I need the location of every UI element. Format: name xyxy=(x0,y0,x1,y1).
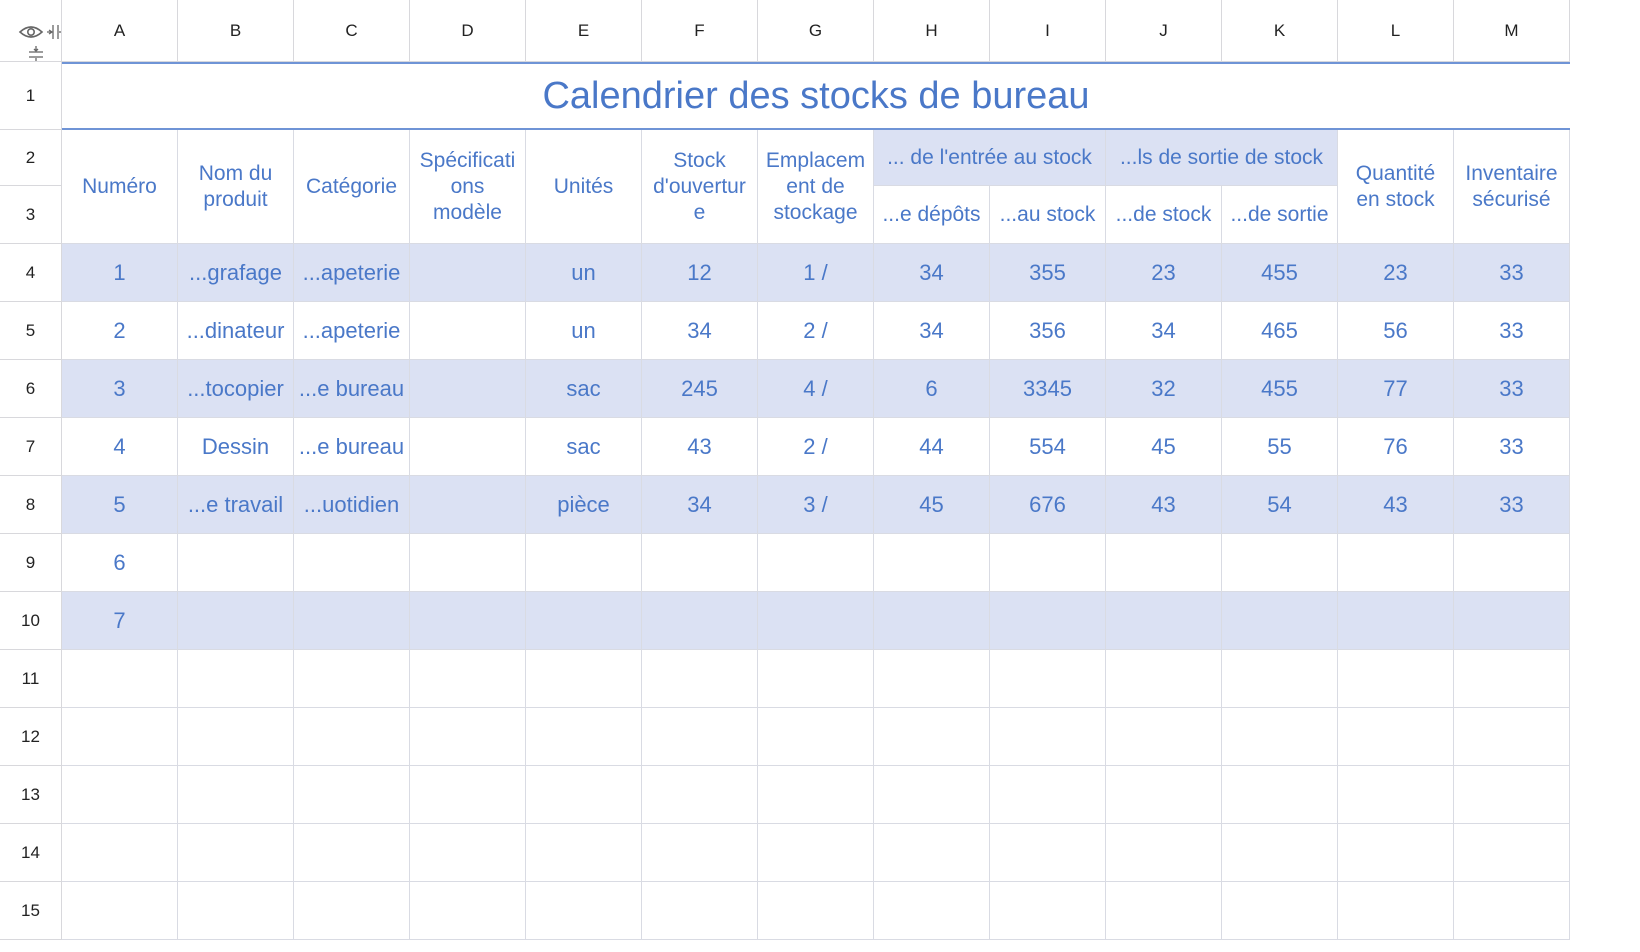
table-cell-d8[interactable] xyxy=(410,476,526,534)
table-cell-c14[interactable] xyxy=(294,824,410,882)
column-header-i[interactable]: I xyxy=(990,0,1106,62)
table-cell-i9[interactable] xyxy=(990,534,1106,592)
column-header-a[interactable]: A xyxy=(62,0,178,62)
table-cell-a6[interactable]: 3 xyxy=(62,360,178,418)
table-cell-f10[interactable] xyxy=(642,592,758,650)
table-cell-c8[interactable]: ...uotidien xyxy=(294,476,410,534)
row-header-7[interactable]: 7 xyxy=(0,418,62,476)
table-cell-h10[interactable] xyxy=(874,592,990,650)
table-cell-i5[interactable]: 356 xyxy=(990,302,1106,360)
header-nom-produit[interactable]: Nom du produit xyxy=(178,130,294,244)
table-cell-g8[interactable]: 3 / xyxy=(758,476,874,534)
table-cell-m7[interactable]: 33 xyxy=(1454,418,1570,476)
table-cell-f5[interactable]: 34 xyxy=(642,302,758,360)
table-cell-d13[interactable] xyxy=(410,766,526,824)
header-group-entree[interactable]: ... de l'entrée au stock xyxy=(874,130,1106,186)
table-cell-h14[interactable] xyxy=(874,824,990,882)
column-header-j[interactable]: J xyxy=(1106,0,1222,62)
table-cell-e15[interactable] xyxy=(526,882,642,940)
table-cell-d4[interactable] xyxy=(410,244,526,302)
table-cell-d15[interactable] xyxy=(410,882,526,940)
table-cell-f7[interactable]: 43 xyxy=(642,418,758,476)
row-header-3[interactable]: 3 xyxy=(0,186,62,244)
table-cell-m5[interactable]: 33 xyxy=(1454,302,1570,360)
table-cell-h15[interactable] xyxy=(874,882,990,940)
table-cell-k4[interactable]: 455 xyxy=(1222,244,1338,302)
table-cell-m9[interactable] xyxy=(1454,534,1570,592)
table-cell-d9[interactable] xyxy=(410,534,526,592)
table-cell-l11[interactable] xyxy=(1338,650,1454,708)
table-cell-d7[interactable] xyxy=(410,418,526,476)
table-cell-e14[interactable] xyxy=(526,824,642,882)
table-cell-l13[interactable] xyxy=(1338,766,1454,824)
table-cell-b6[interactable]: ...tocopier xyxy=(178,360,294,418)
row-header-4[interactable]: 4 xyxy=(0,244,62,302)
table-cell-b5[interactable]: ...dinateur xyxy=(178,302,294,360)
table-cell-g10[interactable] xyxy=(758,592,874,650)
table-cell-k7[interactable]: 55 xyxy=(1222,418,1338,476)
column-header-h[interactable]: H xyxy=(874,0,990,62)
table-cell-f8[interactable]: 34 xyxy=(642,476,758,534)
table-cell-j6[interactable]: 32 xyxy=(1106,360,1222,418)
header-specifications[interactable]: Spécificati ons modèle xyxy=(410,130,526,244)
table-cell-b9[interactable] xyxy=(178,534,294,592)
header-unites[interactable]: Unités xyxy=(526,130,642,244)
table-cell-c10[interactable] xyxy=(294,592,410,650)
table-cell-a7[interactable]: 4 xyxy=(62,418,178,476)
table-cell-j5[interactable]: 34 xyxy=(1106,302,1222,360)
column-resize-icon[interactable] xyxy=(47,25,62,39)
table-cell-c6[interactable]: ...e bureau xyxy=(294,360,410,418)
table-cell-i6[interactable]: 3345 xyxy=(990,360,1106,418)
row-header-15[interactable]: 15 xyxy=(0,882,62,940)
table-cell-h8[interactable]: 45 xyxy=(874,476,990,534)
table-cell-c15[interactable] xyxy=(294,882,410,940)
table-cell-b4[interactable]: ...grafage xyxy=(178,244,294,302)
column-header-m[interactable]: M xyxy=(1454,0,1570,62)
column-header-d[interactable]: D xyxy=(410,0,526,62)
column-header-f[interactable]: F xyxy=(642,0,758,62)
row-header-9[interactable]: 9 xyxy=(0,534,62,592)
table-cell-j8[interactable]: 43 xyxy=(1106,476,1222,534)
corner-cell xyxy=(0,0,62,62)
row-header-1[interactable]: 1 xyxy=(0,62,62,130)
row-header-10[interactable]: 10 xyxy=(0,592,62,650)
table-cell-g14[interactable] xyxy=(758,824,874,882)
table-cell-m13[interactable] xyxy=(1454,766,1570,824)
table-cell-l7[interactable]: 76 xyxy=(1338,418,1454,476)
table-cell-e12[interactable] xyxy=(526,708,642,766)
table-cell-e5[interactable]: un xyxy=(526,302,642,360)
table-cell-f12[interactable] xyxy=(642,708,758,766)
table-cell-i11[interactable] xyxy=(990,650,1106,708)
table-cell-f4[interactable]: 12 xyxy=(642,244,758,302)
table-cell-j15[interactable] xyxy=(1106,882,1222,940)
table-cell-b13[interactable] xyxy=(178,766,294,824)
column-header-g[interactable]: G xyxy=(758,0,874,62)
header-inventaire[interactable]: Inventaire sécurisé xyxy=(1454,130,1570,244)
table-cell-f13[interactable] xyxy=(642,766,758,824)
table-cell-e8[interactable]: pièce xyxy=(526,476,642,534)
table-cell-l4[interactable]: 23 xyxy=(1338,244,1454,302)
table-cell-m15[interactable] xyxy=(1454,882,1570,940)
column-header-e[interactable]: E xyxy=(526,0,642,62)
table-cell-f11[interactable] xyxy=(642,650,758,708)
table-cell-a11[interactable] xyxy=(62,650,178,708)
table-cell-h12[interactable] xyxy=(874,708,990,766)
table-cell-h6[interactable]: 6 xyxy=(874,360,990,418)
table-cell-j10[interactable] xyxy=(1106,592,1222,650)
header-emplacement[interactable]: Emplacem ent de stockage xyxy=(758,130,874,244)
table-cell-l5[interactable]: 56 xyxy=(1338,302,1454,360)
table-cell-l10[interactable] xyxy=(1338,592,1454,650)
table-cell-a13[interactable] xyxy=(62,766,178,824)
eye-icon[interactable] xyxy=(20,27,42,37)
table-cell-b8[interactable]: ...e travail xyxy=(178,476,294,534)
table-cell-b7[interactable]: Dessin xyxy=(178,418,294,476)
table-cell-k15[interactable] xyxy=(1222,882,1338,940)
sheet-title[interactable]: Calendrier des stocks de bureau xyxy=(62,62,1570,130)
table-cell-m6[interactable]: 33 xyxy=(1454,360,1570,418)
table-cell-j9[interactable] xyxy=(1106,534,1222,592)
header-sub-de-stock[interactable]: ...de stock xyxy=(1106,186,1222,244)
column-header-k[interactable]: K xyxy=(1222,0,1338,62)
row-resize-icon[interactable] xyxy=(29,46,43,62)
table-cell-d14[interactable] xyxy=(410,824,526,882)
table-cell-j4[interactable]: 23 xyxy=(1106,244,1222,302)
table-cell-l14[interactable] xyxy=(1338,824,1454,882)
table-cell-l8[interactable]: 43 xyxy=(1338,476,1454,534)
table-cell-k12[interactable] xyxy=(1222,708,1338,766)
table-cell-c13[interactable] xyxy=(294,766,410,824)
table-cell-a5[interactable]: 2 xyxy=(62,302,178,360)
row-header-6[interactable]: 6 xyxy=(0,360,62,418)
table-cell-g9[interactable] xyxy=(758,534,874,592)
header-categorie[interactable]: Catégorie xyxy=(294,130,410,244)
table-cell-d6[interactable] xyxy=(410,360,526,418)
table-cell-a4[interactable]: 1 xyxy=(62,244,178,302)
table-cell-e4[interactable]: un xyxy=(526,244,642,302)
table-cell-i10[interactable] xyxy=(990,592,1106,650)
table-cell-h4[interactable]: 34 xyxy=(874,244,990,302)
table-cell-e6[interactable]: sac xyxy=(526,360,642,418)
row-header-12[interactable]: 12 xyxy=(0,708,62,766)
table-cell-f9[interactable] xyxy=(642,534,758,592)
table-cell-g15[interactable] xyxy=(758,882,874,940)
header-group-sortie[interactable]: ...ls de sortie de stock xyxy=(1106,130,1338,186)
table-cell-l6[interactable]: 77 xyxy=(1338,360,1454,418)
table-cell-e10[interactable] xyxy=(526,592,642,650)
table-cell-k10[interactable] xyxy=(1222,592,1338,650)
column-header-l[interactable]: L xyxy=(1338,0,1454,62)
row-header-11[interactable]: 11 xyxy=(0,650,62,708)
table-cell-d5[interactable] xyxy=(410,302,526,360)
row-header-5[interactable]: 5 xyxy=(0,302,62,360)
table-cell-e13[interactable] xyxy=(526,766,642,824)
table-cell-b14[interactable] xyxy=(178,824,294,882)
row-header-13[interactable]: 13 xyxy=(0,766,62,824)
table-cell-a10[interactable]: 7 xyxy=(62,592,178,650)
table-cell-a8[interactable]: 5 xyxy=(62,476,178,534)
table-cell-g6[interactable]: 4 / xyxy=(758,360,874,418)
table-cell-c12[interactable] xyxy=(294,708,410,766)
table-cell-h9[interactable] xyxy=(874,534,990,592)
table-cell-i13[interactable] xyxy=(990,766,1106,824)
table-cell-c7[interactable]: ...e bureau xyxy=(294,418,410,476)
table-cell-k14[interactable] xyxy=(1222,824,1338,882)
table-cell-k8[interactable]: 54 xyxy=(1222,476,1338,534)
table-cell-g11[interactable] xyxy=(758,650,874,708)
table-cell-m8[interactable]: 33 xyxy=(1454,476,1570,534)
table-cell-d10[interactable] xyxy=(410,592,526,650)
table-cell-b11[interactable] xyxy=(178,650,294,708)
table-cell-h5[interactable]: 34 xyxy=(874,302,990,360)
row-header-8[interactable]: 8 xyxy=(0,476,62,534)
table-cell-a15[interactable] xyxy=(62,882,178,940)
table-cell-j13[interactable] xyxy=(1106,766,1222,824)
column-header-b[interactable]: B xyxy=(178,0,294,62)
table-cell-j14[interactable] xyxy=(1106,824,1222,882)
table-cell-i12[interactable] xyxy=(990,708,1106,766)
table-cell-e7[interactable]: sac xyxy=(526,418,642,476)
table-cell-f15[interactable] xyxy=(642,882,758,940)
table-cell-l9[interactable] xyxy=(1338,534,1454,592)
table-cell-h11[interactable] xyxy=(874,650,990,708)
table-cell-m4[interactable]: 33 xyxy=(1454,244,1570,302)
table-cell-e11[interactable] xyxy=(526,650,642,708)
table-cell-m11[interactable] xyxy=(1454,650,1570,708)
table-cell-e9[interactable] xyxy=(526,534,642,592)
table-cell-i7[interactable]: 554 xyxy=(990,418,1106,476)
header-sub-de-sortie[interactable]: ...de sortie xyxy=(1222,186,1338,244)
table-cell-m10[interactable] xyxy=(1454,592,1570,650)
table-cell-a14[interactable] xyxy=(62,824,178,882)
table-cell-i14[interactable] xyxy=(990,824,1106,882)
header-stock-ouverture[interactable]: Stock d'ouvertur e xyxy=(642,130,758,244)
table-cell-g12[interactable] xyxy=(758,708,874,766)
table-cell-m12[interactable] xyxy=(1454,708,1570,766)
table-cell-d12[interactable] xyxy=(410,708,526,766)
table-cell-l12[interactable] xyxy=(1338,708,1454,766)
table-cell-f6[interactable]: 245 xyxy=(642,360,758,418)
header-sub-au-stock[interactable]: ...au stock xyxy=(990,186,1106,244)
table-cell-k6[interactable]: 455 xyxy=(1222,360,1338,418)
table-cell-i8[interactable]: 676 xyxy=(990,476,1106,534)
header-sub-depots[interactable]: ...e dépôts xyxy=(874,186,990,244)
table-cell-j12[interactable] xyxy=(1106,708,1222,766)
table-cell-h7[interactable]: 44 xyxy=(874,418,990,476)
table-cell-b15[interactable] xyxy=(178,882,294,940)
table-cell-i4[interactable]: 355 xyxy=(990,244,1106,302)
table-cell-b10[interactable] xyxy=(178,592,294,650)
table-cell-c11[interactable] xyxy=(294,650,410,708)
table-cell-c9[interactable] xyxy=(294,534,410,592)
header-quantite[interactable]: Quantité en stock xyxy=(1338,130,1454,244)
row-header-2[interactable]: 2 xyxy=(0,130,62,186)
table-cell-k11[interactable] xyxy=(1222,650,1338,708)
table-cell-f14[interactable] xyxy=(642,824,758,882)
table-cell-a12[interactable] xyxy=(62,708,178,766)
table-cell-h13[interactable] xyxy=(874,766,990,824)
table-cell-l15[interactable] xyxy=(1338,882,1454,940)
table-cell-g4[interactable]: 1 / xyxy=(758,244,874,302)
header-numero[interactable]: Numéro xyxy=(62,130,178,244)
table-cell-a9[interactable]: 6 xyxy=(62,534,178,592)
table-cell-k9[interactable] xyxy=(1222,534,1338,592)
table-cell-g13[interactable] xyxy=(758,766,874,824)
table-cell-i15[interactable] xyxy=(990,882,1106,940)
table-cell-j7[interactable]: 45 xyxy=(1106,418,1222,476)
table-cell-g7[interactable]: 2 / xyxy=(758,418,874,476)
table-cell-k5[interactable]: 465 xyxy=(1222,302,1338,360)
column-header-c[interactable]: C xyxy=(294,0,410,62)
table-cell-c5[interactable]: ...apeterie xyxy=(294,302,410,360)
table-cell-j11[interactable] xyxy=(1106,650,1222,708)
table-cell-d11[interactable] xyxy=(410,650,526,708)
row-header-14[interactable]: 14 xyxy=(0,824,62,882)
table-cell-c4[interactable]: ...apeterie xyxy=(294,244,410,302)
table-cell-m14[interactable] xyxy=(1454,824,1570,882)
table-cell-g5[interactable]: 2 / xyxy=(758,302,874,360)
table-cell-k13[interactable] xyxy=(1222,766,1338,824)
table-cell-b12[interactable] xyxy=(178,708,294,766)
